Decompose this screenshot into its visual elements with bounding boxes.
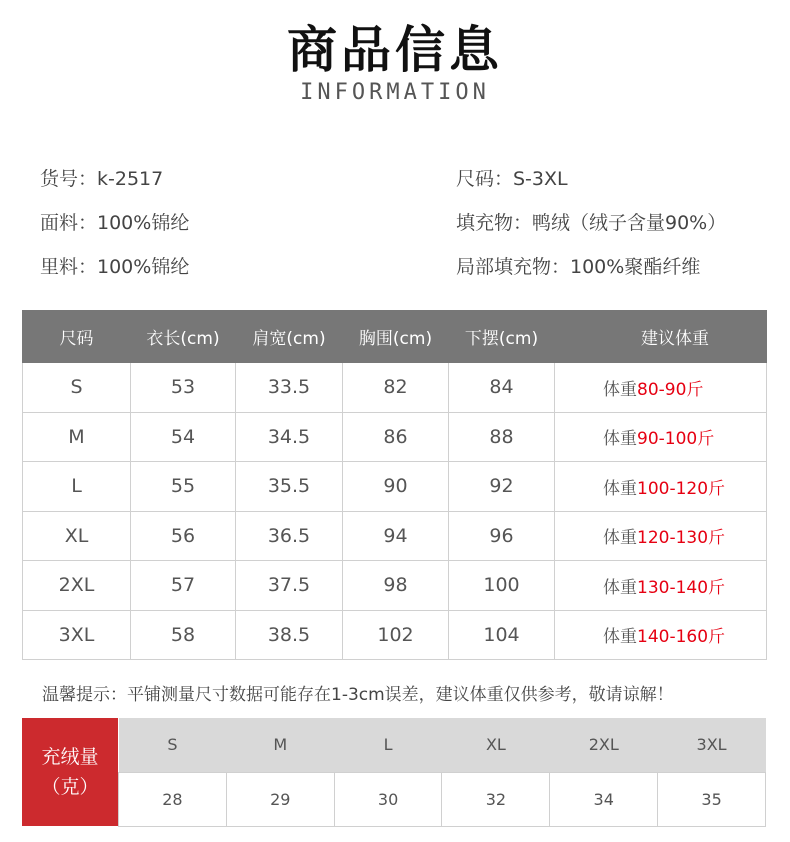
cell-shoulder: 34.5 — [236, 412, 343, 462]
cell-hem: 100 — [449, 561, 555, 611]
fill-header-size: M — [226, 718, 334, 772]
table-row — [23, 412, 767, 462]
cell-size: 2XL — [23, 561, 131, 611]
cell-length: 53 — [131, 363, 236, 413]
cell-length: 57 — [131, 561, 236, 611]
fill-header-size: 2XL — [550, 718, 658, 772]
weight-range: 130-140斤 — [637, 577, 726, 598]
fill-amount-label-unit: （克） — [41, 776, 99, 798]
header-length: 衣长(cm) — [131, 311, 236, 363]
fill-header-size: 3XL — [658, 718, 766, 772]
fill-header-size: L — [334, 718, 442, 772]
cell-size: 3XL — [23, 610, 131, 660]
info-partial-filling: 局部填充物：100%聚酯纤维 — [456, 256, 701, 278]
cell-weight — [555, 363, 767, 413]
table-row — [23, 610, 767, 660]
info-lining: 里料：100%锦纶 — [40, 256, 190, 278]
cell-chest: 102 — [343, 610, 449, 660]
cell-chest: 82 — [343, 363, 449, 413]
fill-amount-table — [118, 718, 766, 827]
weight-prefix: 体重 — [603, 577, 637, 598]
fill-value: 28 — [119, 772, 227, 826]
cell-length: 58 — [131, 610, 236, 660]
weight-range: 120-130斤 — [637, 528, 726, 549]
fill-value: 32 — [442, 772, 550, 826]
info-filling: 填充物：鸭绒（绒子含量90%） — [456, 212, 727, 234]
fill-table-row — [119, 772, 766, 826]
fill-amount-label-title: 充绒量 — [41, 746, 99, 768]
fill-value: 30 — [334, 772, 442, 826]
table-row — [23, 462, 767, 512]
cell-size: XL — [23, 511, 131, 561]
cell-chest: 98 — [343, 561, 449, 611]
size-table — [22, 310, 767, 660]
fill-value: 34 — [550, 772, 658, 826]
fill-table-header — [119, 718, 766, 772]
cell-length: 54 — [131, 412, 236, 462]
cell-hem: 84 — [449, 363, 555, 413]
header-chest: 胸围(cm) — [343, 311, 449, 363]
cell-weight — [555, 412, 767, 462]
table-row — [23, 561, 767, 611]
fill-value: 35 — [658, 772, 766, 826]
cell-size: M — [23, 412, 131, 462]
info-item-no: 货号：k-2517 — [40, 168, 164, 190]
cell-shoulder: 33.5 — [236, 363, 343, 413]
page-subtitle: INFORMATION — [300, 80, 490, 105]
header-shoulder: 肩宽(cm) — [236, 311, 343, 363]
header-size: 尺码 — [23, 311, 131, 363]
weight-range: 100-120斤 — [637, 478, 726, 499]
cell-hem: 104 — [449, 610, 555, 660]
weight-range: 140-160斤 — [637, 627, 726, 648]
weight-prefix: 体重 — [603, 528, 637, 549]
page-title: 商品信息 — [287, 21, 503, 79]
cell-shoulder: 38.5 — [236, 610, 343, 660]
size-table-header — [23, 311, 767, 363]
cell-weight — [555, 561, 767, 611]
weight-prefix: 体重 — [603, 478, 637, 499]
fill-header-size: XL — [442, 718, 550, 772]
cell-hem: 96 — [449, 511, 555, 561]
weight-range: 90-100斤 — [637, 429, 715, 450]
fill-amount-section — [22, 718, 766, 826]
fill-value: 29 — [226, 772, 334, 826]
cell-shoulder: 36.5 — [236, 511, 343, 561]
measurement-tip: 温馨提示：平铺测量尺寸数据可能存在1-3cm误差，建议体重仅供参考，敬请谅解！ — [42, 685, 674, 705]
cell-weight — [555, 462, 767, 512]
cell-size: L — [23, 462, 131, 512]
weight-prefix: 体重 — [603, 379, 637, 400]
weight-range: 80-90斤 — [637, 379, 704, 400]
cell-shoulder: 37.5 — [236, 561, 343, 611]
cell-weight — [555, 511, 767, 561]
cell-weight — [555, 610, 767, 660]
cell-hem: 92 — [449, 462, 555, 512]
info-size: 尺码：S-3XL — [456, 168, 568, 190]
weight-prefix: 体重 — [603, 627, 637, 648]
header-weight: 建议体重 — [555, 311, 767, 363]
weight-prefix: 体重 — [603, 429, 637, 450]
fill-amount-label — [22, 718, 118, 826]
fill-header-size: S — [119, 718, 227, 772]
cell-hem: 88 — [449, 412, 555, 462]
cell-chest: 94 — [343, 511, 449, 561]
header-hem: 下摆(cm) — [449, 311, 555, 363]
table-row — [23, 363, 767, 413]
cell-chest: 86 — [343, 412, 449, 462]
cell-length: 56 — [131, 511, 236, 561]
table-row — [23, 511, 767, 561]
cell-shoulder: 35.5 — [236, 462, 343, 512]
cell-chest: 90 — [343, 462, 449, 512]
cell-length: 55 — [131, 462, 236, 512]
info-fabric: 面料：100%锦纶 — [40, 212, 190, 234]
cell-size: S — [23, 363, 131, 413]
